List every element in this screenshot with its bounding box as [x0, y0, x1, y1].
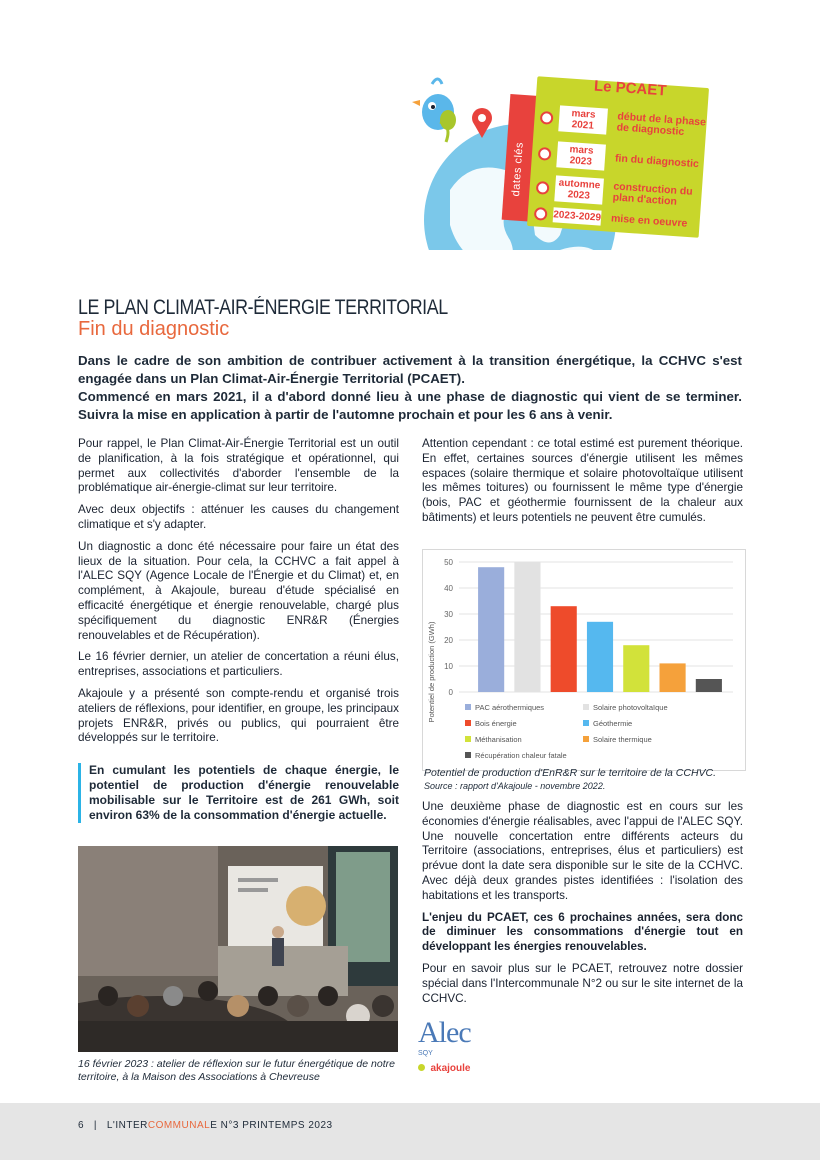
- akajoule-logo: [418, 1058, 488, 1074]
- legend-swatch: [465, 752, 471, 758]
- body-paragraph: Akajoule y a présenté son compte-rendu et organisé trois ateliers de réflexions, pour identifier, en groupe, les principaux projets ENR&R, privés ou publics, qui pourraient être développés sur le territoire.: [78, 686, 399, 745]
- akajoule-logo-text: akajoule: [430, 1063, 471, 1074]
- timeline-date: automne 2023: [554, 175, 604, 204]
- alec-logo-suffix: SQY: [418, 1050, 433, 1057]
- dates-cles-label: dates clés: [510, 141, 526, 197]
- chart-caption-text: Potentiel de production d'EnR&R sur le territoire de la CCHVC.: [424, 767, 717, 779]
- chart-source: Source : rapport d'Akajoule - novembre 2022.: [424, 781, 606, 791]
- publication-name-c: E N°3 PRINTEMPS 2023: [210, 1120, 333, 1131]
- legend-swatch: [583, 736, 589, 742]
- article-subtitle: Fin du diagnostic: [78, 318, 230, 340]
- timeline-dot-icon: [536, 180, 550, 194]
- right-column: [422, 800, 743, 1013]
- publication-name-b: COMMUNAL: [147, 1120, 211, 1131]
- body-paragraph: Un diagnostic a donc été nécessaire pour faire un état des lieux de la situation. Pour cela, la CCHVC a fait appel à l'ALEC SQY (Agence Locale de l'Énergie et du Climat) et, en complément, à Akajoule, bureau d'étude spécialisé en efficacité énergétique et énergie renouvelable, chargé plus spécifiquement du diagnostic ENR&R (Énergies renouvelables et de Récupération).: [78, 539, 399, 642]
- timeline-date: 2023-2029: [553, 207, 602, 225]
- chart-y-tick-label: 50: [444, 558, 453, 567]
- footer-text: [78, 1120, 333, 1131]
- chart-y-tick-label: 20: [444, 636, 453, 645]
- chart-bar: [551, 606, 577, 692]
- chart-caption: [424, 767, 744, 793]
- highlight-quote: En cumulant les potentiels de chaque énergie, le potentiel de production d'énergie renouvelable mobilisable sur le Territoire est de 261 GWh, soit environ 63% de la consommation d'énergie actuelle.: [78, 763, 399, 823]
- lead-text: Commencé en mars 2021, il a d'abord donné lieu à une phase de diagnostic qui vient de se terminer. Suivra la mise en application à partir de l'automne prochain et pour les 6 ans à venir.: [78, 389, 742, 422]
- chart-bar: [660, 663, 686, 692]
- legend-label: Récupération chaleur fatale: [475, 751, 567, 760]
- body-paragraph: Attention cependant : ce total estimé est purement théorique. En effet, certaines sources d'énergie utilisent les mêmes espaces (solaire thermique et solaire photovoltaïque utilisent les mêmes toitures) ou fournissent le même type d'énergie (bois, PAC et géothermie fournissent de la chaleur aux bâtiments) et leurs potentiels ne peuvent être cumulés.: [422, 437, 743, 524]
- alec-sqy-logo: [418, 1016, 488, 1057]
- timeline-dot-icon: [540, 110, 554, 124]
- lead-paragraph: [78, 352, 742, 424]
- body-paragraph: Le 16 février dernier, un atelier de concertation a réuni élus, entreprises, associations et particuliers.: [78, 650, 399, 679]
- chart-y-tick-label: 30: [444, 610, 453, 619]
- legend-swatch: [465, 704, 471, 710]
- pcaet-graphic: [410, 70, 710, 285]
- page-number: 6: [78, 1120, 85, 1131]
- chart-bar: [587, 622, 613, 692]
- legend-swatch: [465, 720, 471, 726]
- timeline-dot-icon: [538, 146, 552, 160]
- legend-swatch: [465, 736, 471, 742]
- timeline-label: fin du diagnostic: [614, 151, 700, 170]
- body-paragraph: Une deuxième phase de diagnostic est en cours sur les économies d'énergie réalisables, avec l'appui de l'ALEC SQY. Une nouvelle concertation entre différents acteurs du Territoire (associations, entreprises, élus et particuliers) est prévue dont la date sera disponible sur le site de la CCHVC. Avec déjà deux grandes pistes identifiées : l'isolation des habitations et les transports.: [422, 800, 743, 902]
- pcaet-card-title: Le PCAET: [593, 77, 668, 100]
- timeline-dot-icon: [534, 207, 548, 221]
- chart-legend: [465, 703, 668, 760]
- chart-bar: [696, 679, 722, 692]
- body-paragraph: Pour rappel, le Plan Climat-Air-Énergie Territorial est un outil de planification, à la fois stratégique et opérationnel, qui permet aux collectivités d'aborder l'ensemble de la problématique air-énergie-climat sur leur territoire.: [78, 437, 399, 495]
- body-paragraph: Pour en savoir plus sur le PCAET, retrouvez notre dossier spécial dans l'Intercommunale N°2 ou sur le site internet de la CCHVC.: [422, 961, 743, 1005]
- chart-bars: [478, 562, 722, 692]
- akajoule-dot-icon: [418, 1064, 425, 1071]
- body-paragraph: Avec deux objectifs : atténuer les causes du changement climatique et s'y adapter.: [78, 503, 399, 531]
- photo-caption: 16 février 2023 : atelier de réflexion sur le futur énergétique de notre territoire, à la Maison des Associations à Chevreuse: [78, 1058, 395, 1083]
- body-paragraph: L'enjeu du PCAET, ces 6 prochaines années, sera donc de diminuer les consommations d'énergie tout en développant les énergies renouvelables.: [422, 910, 743, 954]
- legend-label: Méthanisation: [475, 735, 522, 744]
- page-footer: [0, 1103, 820, 1160]
- chart-bar: [623, 645, 649, 692]
- timeline-label: début de la phase de diagnostic: [616, 110, 707, 139]
- workshop-photo-image: [78, 846, 398, 1052]
- chart-y-ticks: [444, 558, 453, 697]
- timeline-label: construction du plan d'action: [612, 180, 694, 208]
- chart-y-tick-label: 40: [444, 584, 453, 593]
- timeline-date: mars 2023: [556, 141, 606, 170]
- legend-swatch: [583, 720, 589, 726]
- chart-bar: [514, 562, 540, 692]
- energy-potential-chart: [422, 549, 746, 771]
- timeline-date: mars 2021: [558, 105, 608, 134]
- legend-label: Géothermie: [593, 719, 633, 728]
- chart-svg: [423, 550, 745, 770]
- chart-y-tick-label: 10: [444, 662, 453, 671]
- workshop-photo: [78, 846, 398, 1052]
- article-title: LE PLAN CLIMAT-AIR-ÉNERGIE TERRITORIAL: [78, 296, 448, 319]
- alec-logo-text: Alec: [418, 1016, 471, 1049]
- publication-name-a: L'INTER: [106, 1120, 148, 1131]
- footer-separator: |: [93, 1120, 98, 1131]
- legend-label: Solaire photovoltaïque: [593, 703, 668, 712]
- legend-label: PAC aérothermiques: [475, 703, 545, 712]
- right-column-intro: [422, 437, 743, 533]
- legend-label: Solaire thermique: [593, 735, 652, 744]
- legend-label: Bois énergie: [475, 719, 517, 728]
- chart-y-label: Potentiel de production (GWh): [427, 621, 436, 723]
- left-column: [78, 437, 399, 753]
- chart-bar: [478, 567, 504, 692]
- chart-y-tick-label: 0: [448, 688, 453, 697]
- legend-swatch: [583, 704, 589, 710]
- lead-text: Dans le cadre de son ambition de contribuer activement à la transition énergétique, la CCHVC s'est engagée dans un Plan Climat-Air-Énergie Territorial (PCAET).: [78, 353, 742, 386]
- timeline-label: mise en oeuvre: [610, 212, 688, 230]
